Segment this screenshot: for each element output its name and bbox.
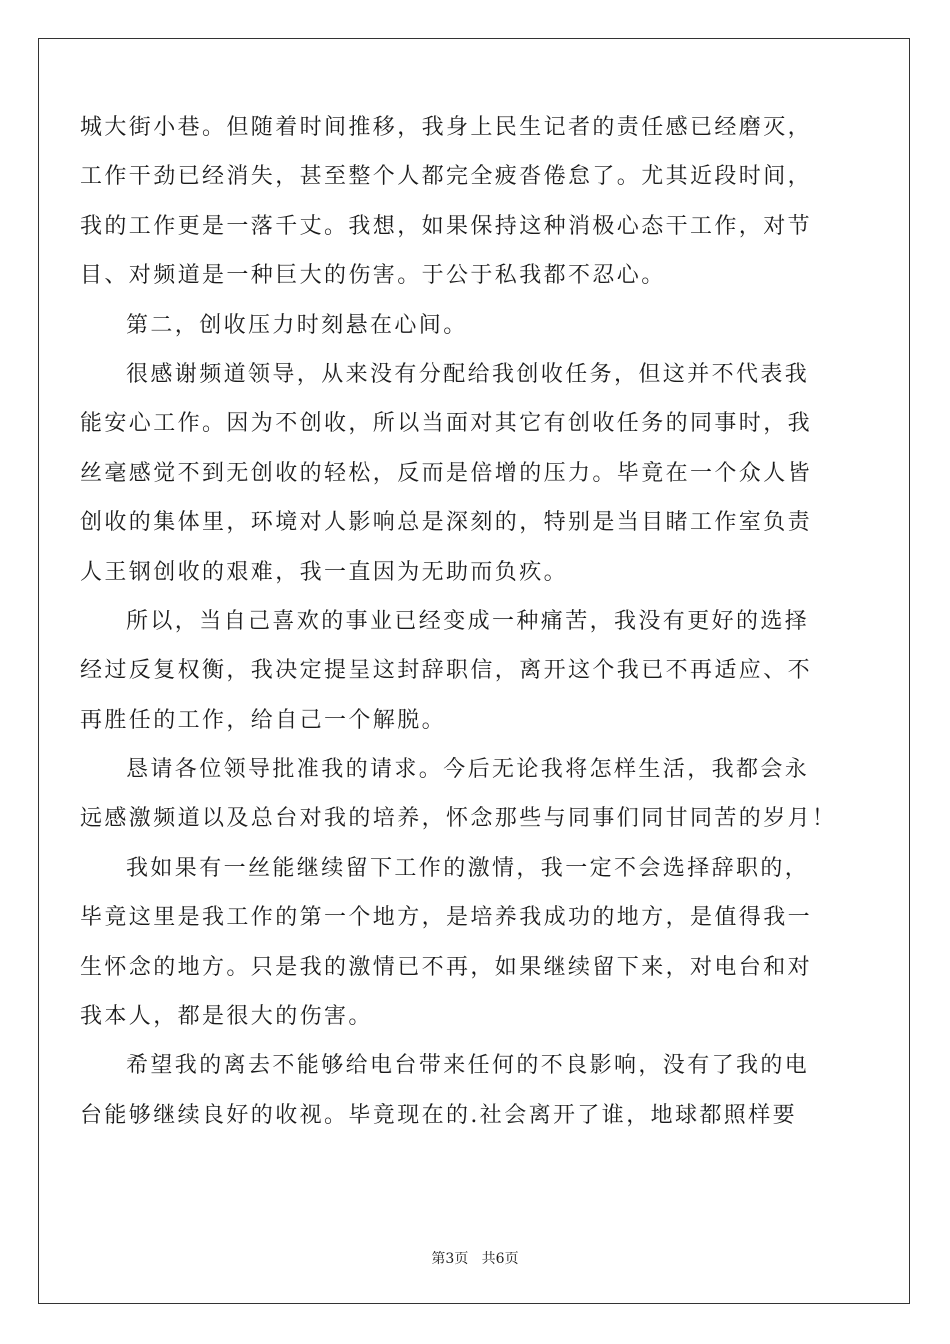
text-line: 创收的集体里，环境对人影响总是深刻的，特别是当目睹工作室负责 [80,510,813,536]
page-number-footer: 第3页 共6页 [431,1251,519,1267]
text-line: 第二，创收压力时刻悬在心间。 [126,312,468,338]
text-line: 我如果有一丝能继续留下工作的激情，我一定不会选择辞职的， [126,855,810,881]
text-line: 经过反复权衡，我决定提呈这封辞职信，离开这个我已不再适应、不 [80,658,813,684]
text-line: 城大街小巷。但随着时间推移，我身上民生记者的责任感已经磨灭， [80,115,813,140]
text-line: 生怀念的地方。只是我的激情已不再，如果继续留下来，对电台和对 [80,954,813,980]
text-line: 再胜任的工作，给自己一个解脱。 [80,707,447,733]
text-line: 丝毫感觉不到无创收的轻松，反而是倍增的压力。毕竟在一个众人皆 [80,460,813,486]
text-line: 希望我的离去不能够给电台带来任何的不良影响，没有了我的电 [126,1053,810,1079]
text-line: 恳请各位领导批准我的请求。今后无论我将怎样生活，我都会永 [126,757,810,783]
text-line: 工作干劲已经消失，甚至整个人都完全疲沓倦怠了。尤其近段时间， [80,164,813,190]
text-line: 我的工作更是一落千丈。我想，如果保持这种消极心态干工作，对节 [80,213,813,239]
text-line: 很感谢频道领导，从来没有分配给我创收任务，但这并不代表我 [126,361,810,387]
document-body [80,103,840,1140]
text-line: 我本人，都是很大的伤害。 [80,1004,373,1030]
text-line: 目、对频道是一种巨大的伤害。于公于私我都不忍心。 [80,263,666,289]
text-line: 远感激频道以及总台对我的培养，怀念那些与同事们同甘同苦的岁月！ [80,806,837,832]
text-line: 台能够继续良好的收视。毕竟现在的.社会离开了谁，地球都照样要 [80,1102,797,1128]
text-line: 人王钢创收的艰难，我一直因为无助而负疚。 [80,559,569,585]
text-line: 能安心工作。因为不创收，所以当面对其它有创收任务的同事时，我 [80,411,813,437]
text-line: 毕竟这里是我工作的第一个地方，是培养我成功的地方，是值得我一 [80,905,813,931]
text-line: 所以，当自己喜欢的事业已经变成一种痛苦，我没有更好的选择 [126,608,810,634]
